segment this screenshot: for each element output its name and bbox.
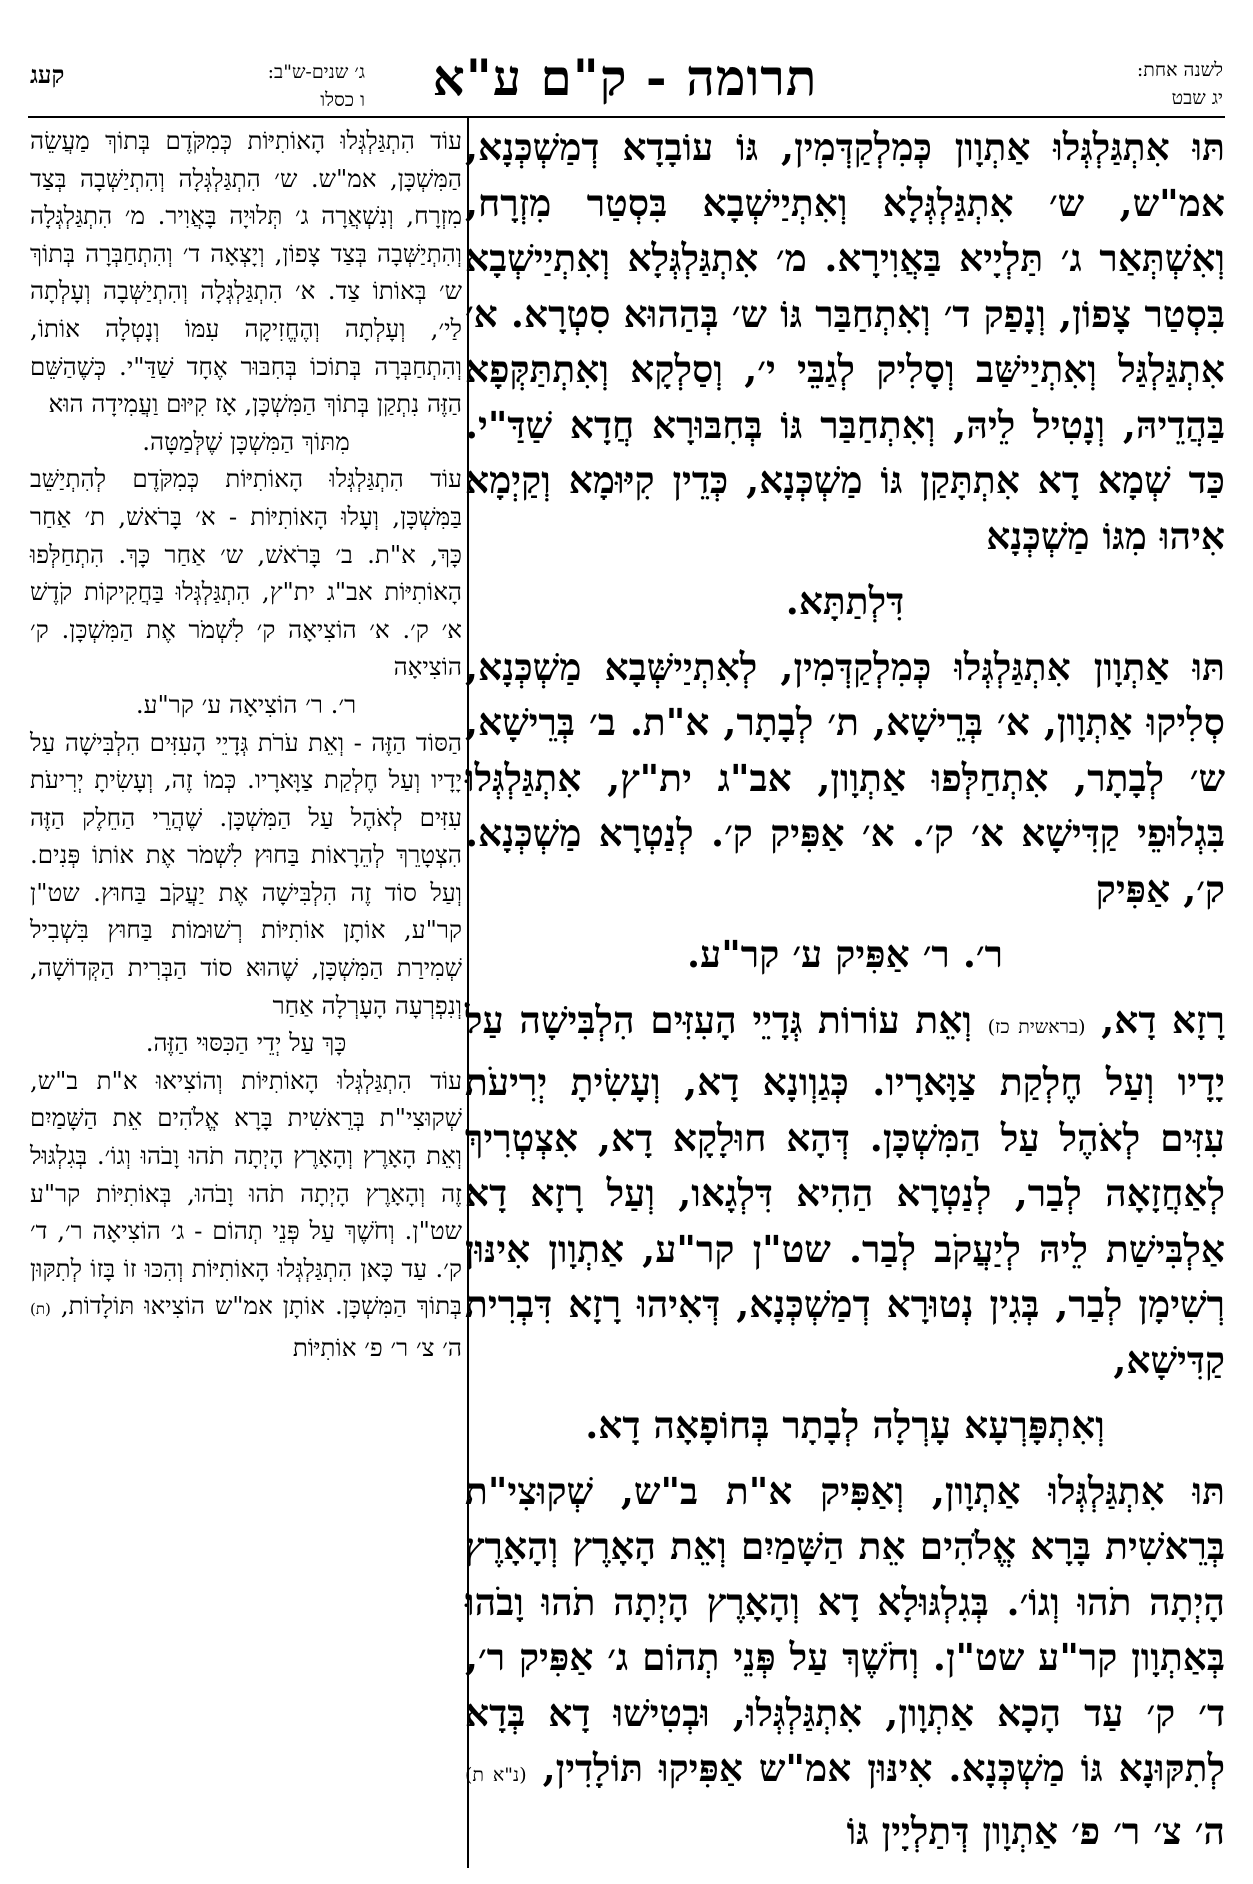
translation-text: עוֹד הִתְגַּלְגְּלוּ הָאוֹתִיּוֹת כְּמִקֹּדֶם לְהִתְיַשֵּׁב בַּמִּשְׁכָּן, וְעָלוּ הָאוֹתִיּוֹת - א׳ בָּרֹאשׁ, ת׳ אַחַר כָּךְ, א"ת. ב׳ בָּרֹאשׁ, ש׳ אַחַר כָּךְ. הִתְחַלְּפוּ הָאוֹתִיּוֹת אב"ג ית"ץ, הִתְגַּלְגְּלוּ בַּחֲקִיקוֹת קֹדֶשׁ א׳ ק׳. א׳ הוֹצִיאָה ק׳ לִשְׁמֹר אֶת הַמִּשְׁכָּן. ק׳ הוֹצִיאָה [30,464,462,682]
header-left-line2: ו כסלו [320,89,365,111]
translation-last-line: כָּךְ עַל יְדֵי הַכִּסּוּי הַזֶּה. [145,1028,347,1058]
main-paragraph-last-line: ר׳. ר׳ אַפִּיק ע׳ קר"ע. [686,932,1003,976]
main-paragraph [465,640,1225,918]
main-paragraph [465,993,1225,1389]
translation-text: הַסּוֹד הַזֶּה - וְאֵת עֹרֹת גְּדָיֵי הָעִזִּים הִלְבִּישָׁה עַל יָדָיו וְעַל חֶלְקַת צַוָּארָיו. כְּמוֹ זֶה, וְעָשִׂיתָ יְרִיעֹת עִזִּים לְאֹהֶל עַל הַמִּשְׁכָּן. שֶׁהֲרֵי הַחֵלֶק הַזֶּה הִצְטָרֵךְ לְהֵרָאוֹת בַּחוּץ לִשְׁמֹר אֶת אוֹתוֹ פְּנִים. וְעַל סוֹד זֶה הִלְבִּישָׁה אֶת יַעֲקֹב בַּחוּץ. שט"ן קר"ע, אוֹתָן אוֹתִיּוֹת רְשׁוּמוֹת בַּחוּץ בִּשְׁבִיל שְׁמִירַת הַמִּשְׁכָּן, שֶׁהוּא סוֹד הַבְּרִית הַקְּדוֹשָׁה, וְנִפְרְעָה הָעָרְלָה אַחַר [30,727,462,1020]
header-left-line1: ג׳ שנים-ש"ב: [267,61,365,83]
translation-column [30,122,462,1367]
main-paragraph [465,120,1225,564]
main-paragraph-text: תּוּ אִתְגַּלְגְּלוּ אַתְוָון, וְאַפִּיק א"ת ב"ש, שְׁקוּצִי"ת בְּרֵאשִׁית בָּרָא אֱלֹהִים אֵת הַשָּׁמַיִם וְאֵת הָאָרֶץ וְהָאָרֶץ הָיְתָה תֹהוּ וְגוֹ׳. בְּגִלְגּוּלָא דָא וְהָאָרֶץ הָיְתָה תֹהוּ וָבֹהוּ בְּאַתְוָון קר"ע שט"ן. וְחֹשֶׁךְ עַל פְּנֵי תְהוֹם ג׳ אַפִּיק ר׳, ד׳ ק׳ עַד הָכָא אַתְוָון, אִתְגַּלְגְּלוּ, וּבְטִישׁוּ דָא בְּדָא לְתִקּוּנָא גּוֹ מַשְׁכְּנָא. אִינּוּן אמ"ש אַפִּיקוּ תּוֹלָדִין, [465,1468,1225,1790]
translation-paragraph [30,724,462,1025]
main-paragraph-last-line: וְאִתְפָּרְעָא עָרְלָה לְבָתָר בְּחוֹפָאָה דָא. [585,1403,1105,1447]
header-right-line2: יג שבט [1171,87,1223,109]
translation-last-line: מִתּוֹךְ הַמִּשְׁכָּן שֶׁלְּמַטָּה. [142,426,350,456]
main-paragraph-text: תּוּ אִתְגַּלְגְּלוּ אַתְוָון כְּמִלְקַדְּמִין, גּוֹ עוֹבָדָא דְמַשְׁכְּנָא, אמ"ש, ש׳ אִתְגַּלְגְּלָא וְאִתְיַישְׁבָא בִּסְטַר מִזְרָח, וְאִשְׁתְּאַר ג׳ תַּלְיָיא בַּאֲוִירָא. מ׳ אִתְגַּלְגְּלָא וְאִתְיַישְׁבָא בִּסְטַר צָפוֹן, וְנָפַק ד׳ וְאִתְחַבַּר גּוֹ ש׳ בְּהַהוּא סִטְרָא. א׳ אִתְגַּלְגַּל וְאִתְיַישַּׁב וְסָלִיק לְגַבֵּי י׳, וְסַלְקָא וְאִתְתַּקְּפָא בַּהֲדֵיהּ, וְנָטִיל לֵיהּ, וְאִתְחַבַּר גּוֹ בְּחִבּוּרָא חֲדָא שַׁדַּ"י. כַּד שְׁמָא דָא אִתְתָּקַן גּוֹ מַשְׁכְּנָא, כְּדֵין קִיּוּמָא וְקַיְמָא אִיהוּ מִגּוֹ מַשְׁכְּנָא [465,125,1225,558]
main-text-column [465,120,1225,1859]
page-title: תרומה - ק"ם ע"א [432,48,818,107]
main-paragraph-text: ה׳ צ׳ ר׳ פ׳ אַתְוָון דְּתַלְיָין גּוֹ [846,1808,1225,1853]
main-paragraph-text: רָזָא דָא, [1101,997,1226,1042]
variant-reading-note: (נ"א ת) [465,1764,527,1786]
translation-text: ה׳ צ׳ ר׳ פ׳ אוֹתִיּוֹת [292,1333,462,1362]
translation-paragraph [30,460,462,686]
main-paragraph-text: וְאֵת עוֹרוֹת גְּדָיֵי הָעִזִּים הִלְבִּישָׁה עַל יָדָיו וְעַל חֶלְקַת צַוָּארָיו. כְּגַוְונָא דָא, וְעָשִׂיתָ יְרִיעֹת עִזִּים לְאֹהֶל עַל הַמִּשְׁכָּן. דְּהָא חוּלָקָא דָא, אִצְטְרִיךְ לְאַחֲזָאָה לְבַר, לְנַטְרָא הַהִיא דִּלְגָאו, וְעַל רָזָא דָא אַלְבִּישַׁת לֵיהּ לְיַעֲקֹב לְבַר. שט"ן קר"ע, אַתְוָון אִינּוּן רְשִׁימָן לְבַר, בְּגִין נְטוּרָא דְמַשְׁכְּנָא, דְּאִיהוּ רָזָא דִּבְרִית קַדִּישָׁא, [465,997,1225,1382]
main-paragraph-last-line: דִּלְתַתָּא. [785,579,905,623]
variant-reading-note: (ת) [30,1300,51,1319]
header-divider [28,116,1225,118]
page-number: קעג [30,60,65,89]
translation-last-line: ר׳. ר׳ הוֹצִיאָה ע׳ קר"ע. [135,689,357,719]
translation-text: עוֹד הִתְגַּלְגְּלוּ הָאוֹתִיּוֹת כְּמִקֹּדֶם בְּתוֹךְ מַעֲשֵׂה הַמִּשְׁכָּן, אמ"ש. ש׳ הִתְגַּלְגְּלָה וְהִתְיַשְּׁבָה בְּצַד מִזְרָח, וְנִשְׁאֲרָה ג׳ תְּלוּיָה בָּאֲוִיר. מ׳ הִתְגַּלְגְּלָה וְהִתְיַשְּׁבָה בְּצַד צָפוֹן, וְיָצְאָה ד׳ וְהִתְחַבְּרָה בְּתוֹךְ ש׳ בְּאוֹתוֹ צַד. א׳ הִתְגַּלְגְּלָה וְהִתְיַשְּׁבָה וְעָלְתָה לַי׳, וְעָלְתָה וְהֶחֱזִיקָה עִמּוֹ וְנָטְלָה אוֹתוֹ, וְהִתְחַבְּרָה בְּתוֹכוֹ בְּחִבּוּר אֶחָד שַׁדַּ"י. כְּשֶׁהַשֵּׁם הַזֶּה נִתְקַן בְּתוֹךְ הַמִּשְׁכָּן, אָז קִיּוּם וַעֲמִידָה הוּא [30,126,462,419]
main-paragraph [465,1464,1225,1860]
header-date-three-years [135,58,365,114]
translation-paragraph [30,1062,462,1367]
header-date-one-year [1013,56,1223,112]
scripture-reference: (בראשית כז) [987,1015,1086,1038]
translation-paragraph [30,122,462,423]
header-right-line1: לשנה אחת: [1136,59,1223,81]
translation-text: עוֹד הִתְגַּלְגְּלוּ הָאוֹתִיּוֹת וְהוֹצִיאוּ א"ת ב"ש, שְׁקוּצִי"ת בְּרֵאשִׁית בָּרָא אֱלֹהִים אֵת הַשָּׁמַיִם וְאֵת הָאָרֶץ וְהָאָרֶץ הָיְתָה תֹהוּ וָבֹהוּ וְגוֹ׳. בְּגִלְגּוּל זֶה וְהָאָרֶץ הָיְתָה תֹהוּ וָבֹהוּ, בְּאוֹתִיּוֹת קר"ע שט"ן. וְחֹשֶׁךְ עַל פְּנֵי תְהוֹם - ג׳ הוֹצִיאָה ר׳, ד׳ ק׳. עַד כָּאן הִתְגַּלְגְּלוּ הָאוֹתִיּוֹת וְהִכּוּ זוֹ בָּזוֹ לְתִקּוּן בְּתוֹךְ הַמִּשְׁכָּן. אוֹתָן אמ"ש הוֹצִיאוּ תּוֹלָדוֹת, [30,1065,462,1321]
main-paragraph-text: תּוּ אַתְוָון אִתְגַּלְגְּלוּ כְּמִלְקַדְּמִין, לְאִתְיַישְּׁבָא מַשְׁכְּנָא, סְלִיקוּ אַתְוָון, א׳ בְּרֵישָׁא, ת׳ לְבָתָר, א"ת. ב׳ בְּרֵישָׁא, ש׳ לְבָתָר, אִתְחַלְּפוּ אַתְוָון, אב"ג ית"ץ, אִתְגַּלְגְּלוּ בִּגְלוּפֵי קַדִּישָׁא א׳ ק׳. א׳ אַפִּיק ק׳. לְנַטְרָא מַשְׁכְּנָא. ק׳, אַפִּיק [465,644,1225,911]
